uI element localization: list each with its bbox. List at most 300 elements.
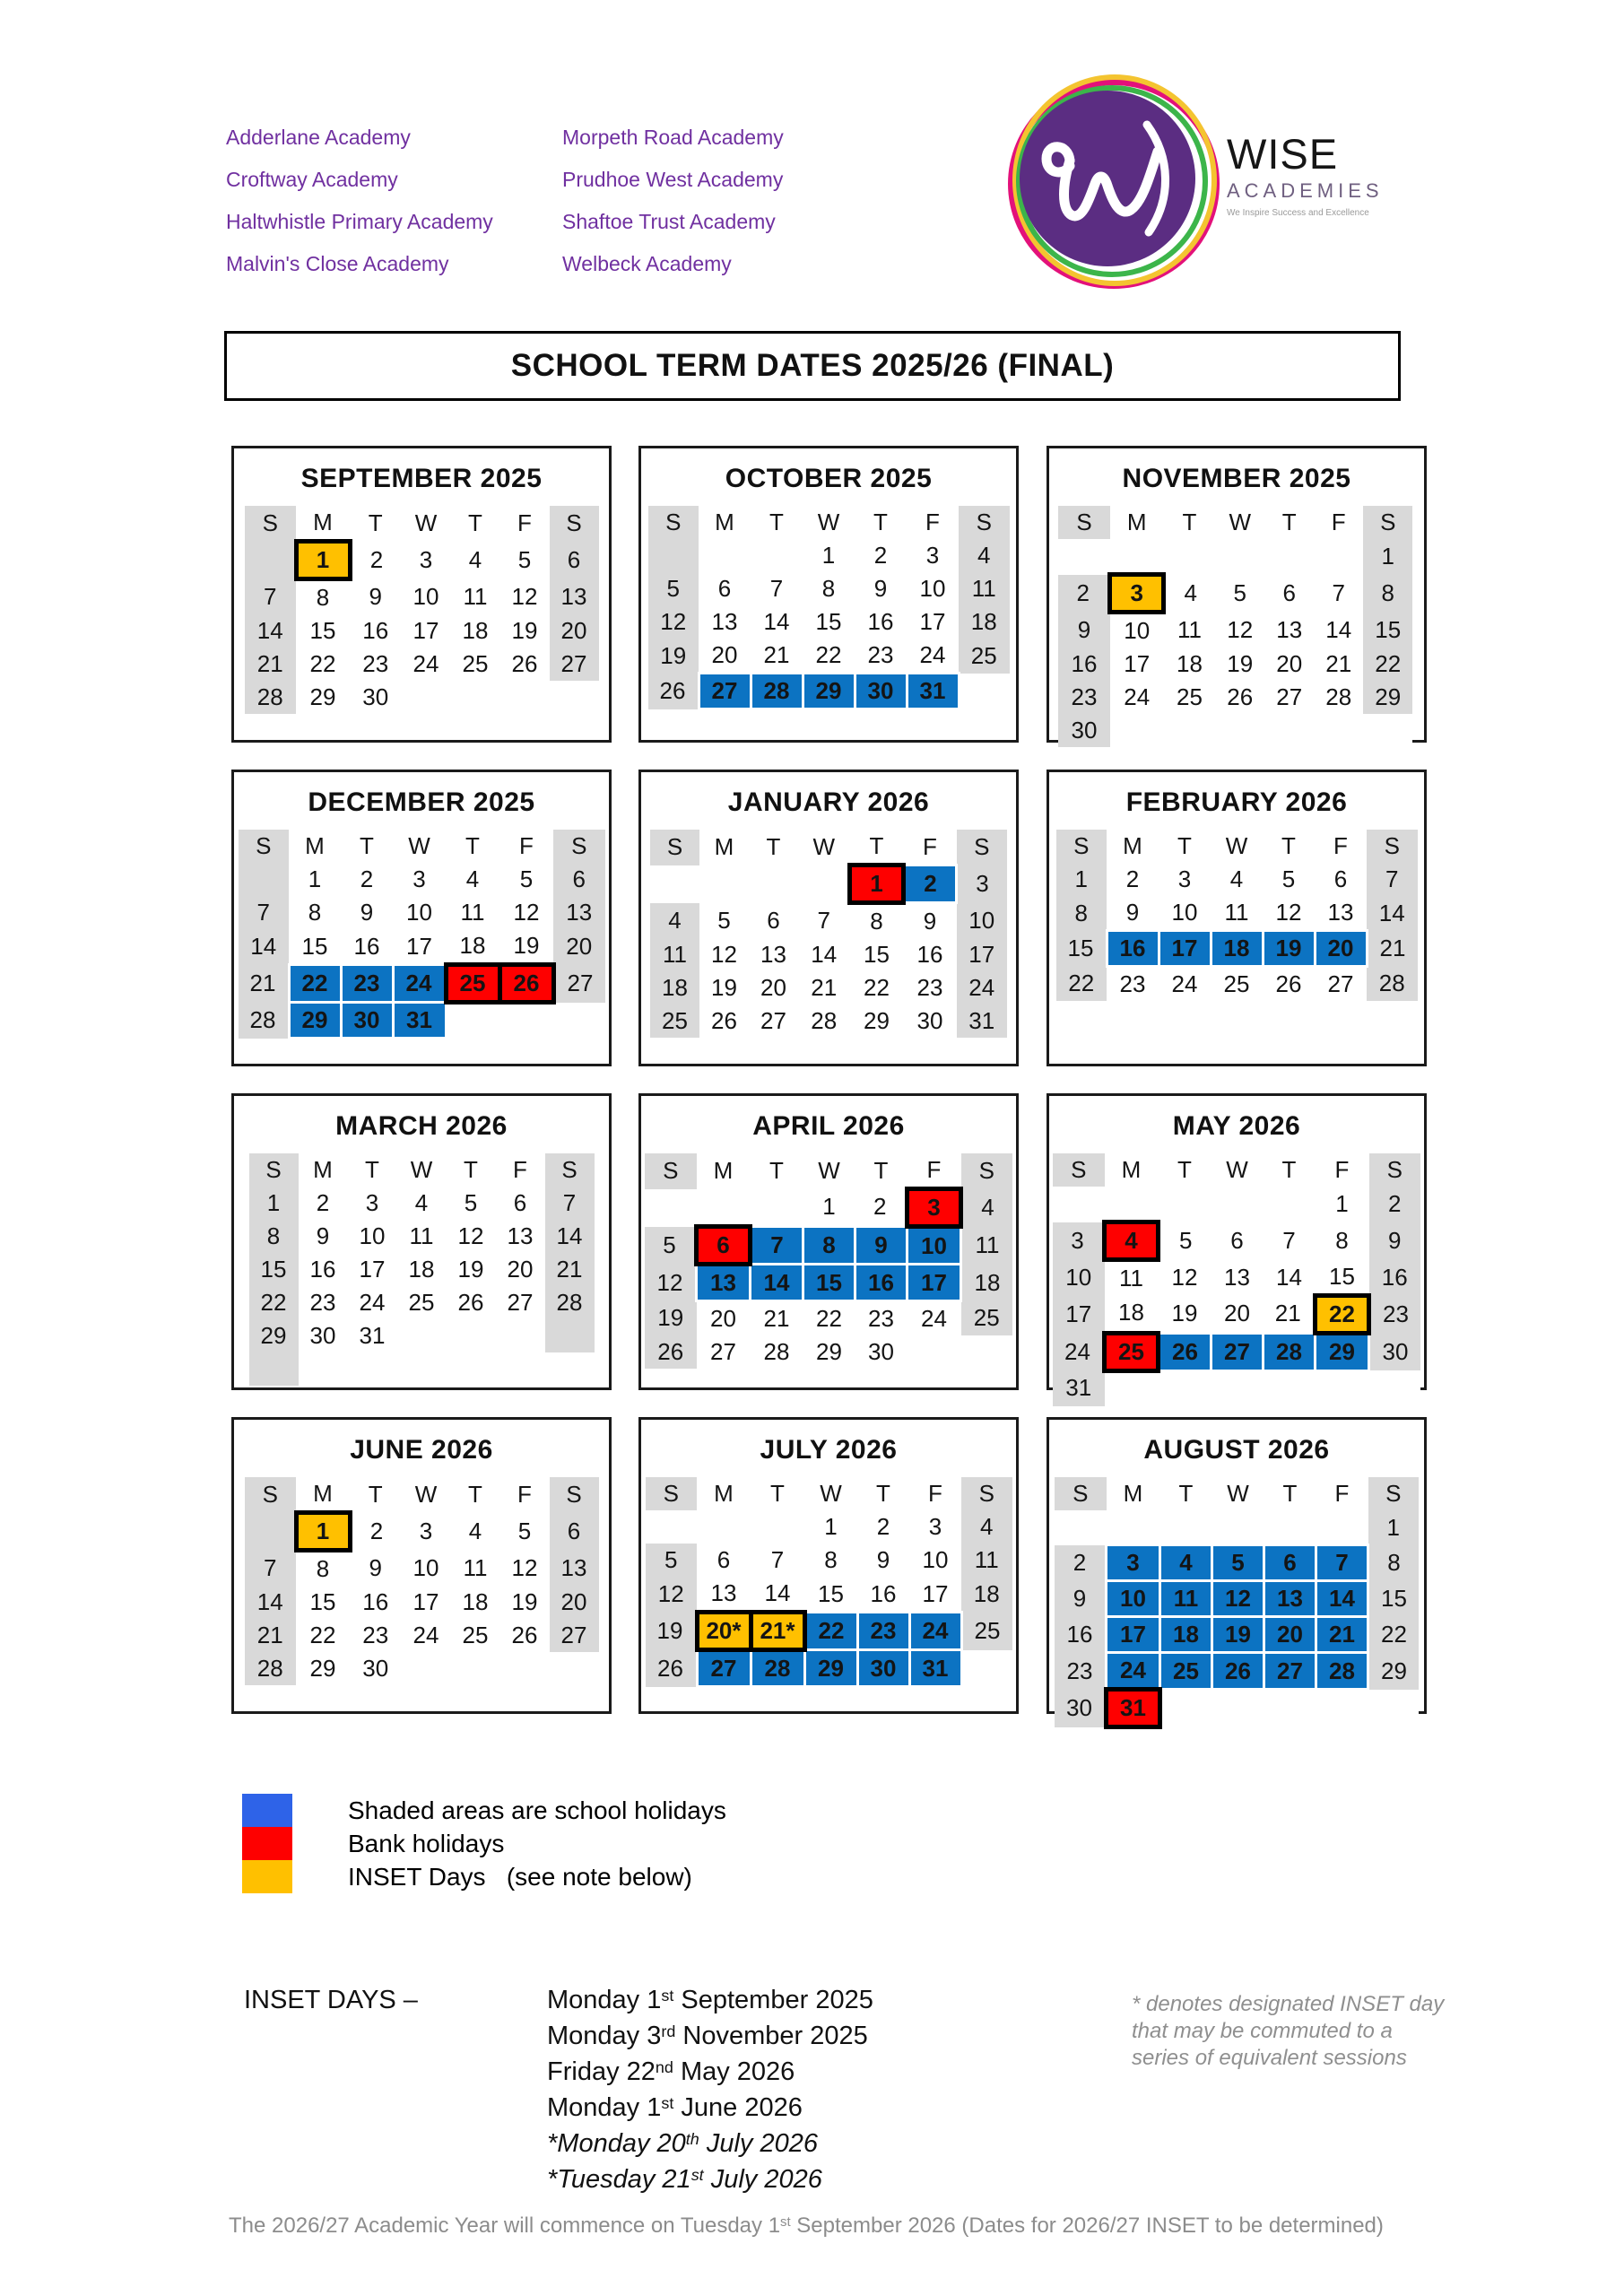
legend-label: INSET Days (see note below)	[348, 1862, 692, 1891]
week-row	[648, 572, 1010, 605]
day-cell-weekend: 26	[648, 674, 699, 709]
weekday-header-cell: S	[545, 1153, 595, 1187]
empty-cell	[447, 1352, 496, 1386]
weekday-header-cell: T	[749, 830, 798, 865]
inset-date-line	[547, 2092, 873, 2127]
academy-name: Malvin's Close Academy	[226, 252, 449, 275]
day-cell-weekend: 23	[1055, 1653, 1107, 1690]
weekday-header-cell: S	[1053, 1153, 1105, 1187]
day-cell: 24	[908, 1301, 961, 1336]
week-row	[245, 1619, 599, 1652]
week-row	[648, 605, 1010, 639]
day-cell: 6	[1211, 1222, 1264, 1260]
day-cell: 23	[350, 648, 402, 681]
week-row	[1058, 648, 1412, 681]
brand-name: WISE	[1227, 130, 1339, 178]
day-cell: 4	[446, 863, 499, 896]
week-row	[648, 674, 1010, 709]
day-cell-weekend: 11	[961, 1544, 1012, 1577]
week-row	[645, 1265, 1012, 1301]
day-cell-holiday: 29	[1316, 1333, 1369, 1370]
weekday-header-row	[645, 1153, 1012, 1189]
day-cell: 13	[1211, 1260, 1264, 1296]
inset-date-superscript: nd	[655, 2057, 673, 2076]
day-cell-weekend: 15	[1368, 1581, 1420, 1617]
day-cell-weekend: 23	[1058, 681, 1110, 714]
day-cell: 10	[1159, 896, 1211, 931]
day-cell: 24	[402, 648, 451, 681]
empty-cell	[1212, 1690, 1264, 1727]
day-cell: 8	[289, 896, 341, 929]
day-cell-holiday: 22	[289, 965, 341, 1003]
weekday-header-cell: T	[751, 1153, 803, 1189]
weekday-header-cell: T	[1264, 1477, 1316, 1510]
weekday-header-cell: W	[402, 1477, 451, 1513]
empty-cell	[348, 1352, 397, 1386]
calendar-table	[648, 506, 1010, 710]
academy-name: Haltwhistle Primary Academy	[226, 210, 493, 233]
week-row	[1053, 1333, 1420, 1370]
day-cell: 14	[1264, 1260, 1316, 1296]
weekday-header-row	[239, 830, 605, 863]
academy-name: Adderlane Academy	[226, 126, 411, 149]
day-cell: 12	[447, 1220, 496, 1253]
day-cell-weekend: 10	[957, 903, 1008, 939]
day-cell-weekend: 8	[1056, 896, 1107, 931]
day-cell: 15	[804, 1577, 857, 1613]
weekday-header-cell: T	[451, 1477, 500, 1513]
day-cell-weekend: 13	[550, 579, 599, 615]
inset-note-line: that may be commuted to a	[1132, 2019, 1393, 2043]
week-row	[646, 1613, 1012, 1650]
day-cell-holiday: 27	[1211, 1333, 1264, 1370]
month-card-april-2026	[638, 1093, 1019, 1390]
day-cell-bank-holiday: 25	[446, 965, 499, 1003]
weekday-header-cell: S	[959, 506, 1010, 539]
day-cell-holiday: 12	[1212, 1581, 1264, 1617]
week-row	[650, 865, 1007, 903]
day-cell-weekend: 20	[553, 929, 605, 965]
legend-swatch	[242, 1860, 292, 1893]
day-cell: 12	[1159, 1260, 1211, 1296]
day-cell-holiday: 31	[909, 1650, 961, 1687]
inset-date-text-tail: June 2026	[673, 2093, 803, 2122]
weekday-header-cell: T	[1159, 1153, 1211, 1187]
day-cell-holiday: 28	[1264, 1333, 1316, 1370]
academy-list-column-2	[562, 117, 784, 285]
day-cell-weekend: 27	[550, 1619, 599, 1652]
empty-cell	[1316, 1510, 1368, 1545]
weekday-header-cell: M	[1105, 1153, 1159, 1187]
day-cell: 4	[1164, 575, 1216, 613]
day-cell: 11	[1211, 896, 1263, 931]
day-cell: 9	[855, 572, 907, 605]
day-cell: 24	[402, 1619, 451, 1652]
month-card-march-2026	[231, 1093, 612, 1390]
empty-cell	[1105, 1187, 1159, 1222]
day-cell-weekend: 18	[961, 1577, 1012, 1613]
day-cell-holiday: 22	[804, 1613, 857, 1650]
day-cell-weekend: 29	[1368, 1653, 1420, 1690]
legend-label: Shaded areas are school holidays	[348, 1796, 726, 1824]
day-cell-weekend: 28	[1367, 967, 1418, 1002]
weekday-header-cell: W	[804, 1477, 857, 1510]
weekday-header-cell: S	[1056, 830, 1107, 863]
weekday-header-cell: T	[850, 830, 904, 865]
day-cell: 30	[350, 681, 402, 714]
empty-cell	[1368, 1690, 1420, 1727]
day-cell: 17	[907, 605, 959, 639]
empty-cell	[959, 674, 1010, 709]
day-cell: 13	[749, 938, 798, 971]
week-row	[1055, 1581, 1419, 1617]
day-cell: 18	[1105, 1295, 1159, 1333]
month-card-june-2026	[231, 1417, 612, 1714]
weekday-header-row	[1058, 506, 1412, 539]
day-cell: 20	[1264, 648, 1314, 681]
day-cell-holiday: 30	[341, 1003, 393, 1039]
brand-block	[1227, 130, 1384, 219]
day-cell: 8	[296, 1551, 350, 1587]
day-cell-bank-holiday: 31	[1107, 1690, 1160, 1727]
inset-date-text: Monday 3	[547, 2022, 662, 2050]
weekday-header-cell: F	[500, 506, 550, 542]
day-cell: 30	[350, 1652, 402, 1685]
calendar-table	[245, 506, 599, 714]
day-cell-weekend: 4	[650, 903, 699, 939]
day-cell: 7	[1314, 575, 1363, 613]
day-cell: 13	[1315, 896, 1367, 931]
day-cell: 14	[751, 605, 803, 639]
inset-note	[1132, 1991, 1444, 2072]
weekday-header-cell: F	[904, 830, 957, 865]
empty-cell-shaded	[245, 1513, 297, 1551]
day-cell: 10	[402, 1551, 451, 1587]
day-cell: 10	[909, 1544, 961, 1577]
day-cell: 8	[296, 579, 350, 615]
week-row	[648, 539, 1010, 572]
day-cell-weekend: 5	[645, 1227, 697, 1265]
day-cell: 29	[850, 1004, 904, 1038]
day-cell-weekend: 11	[961, 1227, 1013, 1265]
empty-cell	[1164, 714, 1216, 747]
day-cell-bank-holiday: 26	[499, 965, 553, 1003]
day-cell: 30	[299, 1319, 348, 1352]
weekday-header-cell: W	[803, 506, 855, 539]
day-cell: 16	[855, 605, 907, 639]
week-row	[239, 965, 605, 1003]
day-cell-weekend: 14	[245, 1586, 297, 1619]
day-cell-bank-holiday: 1	[850, 865, 904, 903]
day-cell-inset: 1	[296, 1513, 350, 1551]
day-cell-weekend: 4	[961, 1510, 1012, 1544]
day-cell-weekend: 17	[1053, 1295, 1105, 1333]
day-cell-weekend: 2	[1369, 1187, 1421, 1222]
empty-cell	[699, 865, 749, 903]
day-cell-holiday: 7	[1316, 1545, 1368, 1581]
day-cell-inset: 1	[296, 542, 350, 579]
empty-cell	[550, 1652, 599, 1685]
day-cell-holiday: 13	[697, 1265, 751, 1301]
day-cell: 16	[341, 929, 393, 965]
weekday-header-cell: T	[1164, 506, 1216, 539]
empty-cell	[500, 1652, 550, 1685]
empty-cell	[1264, 1510, 1316, 1545]
week-row	[1053, 1260, 1420, 1296]
empty-cell	[908, 1335, 961, 1369]
empty-cell	[697, 1510, 751, 1544]
day-cell: 20	[697, 1301, 751, 1336]
weekday-header-row	[646, 1477, 1012, 1510]
empty-cell	[1211, 1370, 1264, 1406]
weekday-header-cell: T	[350, 1477, 402, 1513]
day-cell: 8	[850, 903, 904, 939]
day-cell: 3	[402, 1513, 451, 1551]
weekday-header-cell: S	[957, 830, 1008, 865]
day-cell: 22	[296, 648, 350, 681]
day-cell-weekend: 13	[553, 896, 605, 929]
day-cell: 28	[798, 1004, 850, 1038]
day-cell-weekend: 4	[961, 1189, 1013, 1227]
empty-cell	[1110, 539, 1164, 575]
day-cell-holiday: 5	[1212, 1545, 1264, 1581]
inset-date-line	[547, 2020, 873, 2056]
day-cell: 5	[1263, 863, 1315, 896]
day-cell: 18	[446, 929, 499, 965]
weekday-header-cell: S	[1058, 506, 1110, 539]
day-cell: 13	[699, 605, 751, 639]
inset-date-text: Friday 22	[547, 2057, 656, 2086]
day-cell: 2	[857, 1510, 909, 1544]
weekday-header-cell: W	[1215, 506, 1264, 539]
day-cell: 1	[804, 1510, 857, 1544]
day-cell: 26	[500, 648, 550, 681]
day-cell-weekend: 28	[245, 1652, 297, 1685]
day-cell: 12	[499, 896, 553, 929]
empty-cell	[402, 1652, 451, 1685]
day-cell-weekend: 7	[245, 579, 297, 615]
day-cell: 31	[348, 1319, 397, 1352]
day-cell-holiday: 27	[697, 1650, 751, 1687]
day-cell: 3	[907, 539, 959, 572]
day-cell-inset: 20*	[697, 1613, 751, 1650]
day-cell: 17	[348, 1253, 397, 1286]
week-row	[1055, 1617, 1419, 1653]
weekday-header-cell: T	[751, 506, 803, 539]
day-cell: 15	[1316, 1260, 1369, 1296]
week-row	[239, 929, 605, 965]
day-cell-holiday: 21	[1316, 1617, 1368, 1653]
month-card-december-2025	[231, 770, 612, 1066]
day-cell-holiday: 28	[751, 674, 803, 709]
day-cell: 16	[857, 1577, 909, 1613]
day-cell-holiday: 18	[1211, 931, 1263, 967]
day-cell-weekend: 26	[645, 1335, 697, 1369]
day-cell-weekend: 22	[249, 1286, 299, 1319]
week-row	[249, 1286, 595, 1319]
calendar-table	[1056, 830, 1418, 1001]
weekday-header-cell: T	[447, 1153, 496, 1187]
empty-cell	[646, 1510, 698, 1544]
day-cell: 6	[749, 903, 798, 939]
day-cell: 18	[1164, 648, 1216, 681]
weekday-header-cell: S	[550, 506, 599, 542]
day-cell-holiday: 23	[341, 965, 393, 1003]
calendar-table	[1055, 1477, 1419, 1729]
month-card-january-2026	[638, 770, 1019, 1066]
weekday-header-cell: T	[341, 830, 393, 863]
day-cell: 27	[749, 1004, 798, 1038]
day-cell-weekend: 3	[1053, 1222, 1105, 1260]
empty-cell	[1316, 1690, 1368, 1727]
footer-text: The 2026/27 Academic Year will commence on Tuesday 1	[229, 2213, 781, 2238]
day-cell-weekend: 14	[239, 929, 290, 965]
legend-row	[242, 1860, 726, 1893]
weekday-header-cell: W	[798, 830, 850, 865]
day-cell-weekend: 13	[550, 1551, 599, 1587]
weekday-header-cell: M	[1107, 1477, 1160, 1510]
week-row	[1056, 896, 1418, 931]
day-cell: 2	[350, 542, 402, 579]
footer-superscript: st	[780, 2215, 791, 2231]
day-cell: 14	[798, 938, 850, 971]
weekday-header-cell: S	[1368, 1477, 1420, 1510]
day-cell: 26	[1263, 967, 1315, 1002]
weekday-header-cell: W	[1212, 1477, 1264, 1510]
week-row	[1056, 931, 1418, 967]
week-row	[245, 542, 599, 579]
empty-cell	[751, 539, 803, 572]
empty-cell	[553, 1003, 605, 1039]
day-cell-holiday: 23	[857, 1613, 909, 1650]
day-cell-weekend: 1	[249, 1187, 299, 1220]
day-cell-weekend: 7	[545, 1187, 595, 1220]
inset-date-text: Monday 1	[547, 2093, 662, 2122]
empty-cell	[402, 681, 451, 714]
day-cell-weekend: 2	[1058, 575, 1110, 613]
day-cell: 21	[1314, 648, 1363, 681]
day-cell: 30	[904, 1004, 957, 1038]
weekday-header-cell: M	[289, 830, 341, 863]
empty-cell-shaded	[648, 539, 699, 572]
week-row	[249, 1220, 595, 1253]
weekday-header-cell: S	[646, 1477, 698, 1510]
empty-cell	[1212, 1510, 1264, 1545]
weekday-header-row	[249, 1153, 595, 1187]
weekday-header-cell: T	[1263, 830, 1315, 863]
legend-row	[242, 1827, 726, 1860]
day-cell-weekend: 20	[550, 1586, 599, 1619]
day-cell-holiday: 18	[1160, 1617, 1212, 1653]
legend-swatch	[242, 1794, 292, 1827]
weekday-header-cell: W	[1211, 1153, 1264, 1187]
inset-date-line	[547, 2056, 873, 2092]
day-cell-weekend: 5	[648, 572, 699, 605]
day-cell: 20	[699, 639, 751, 674]
month-title: MAY 2026	[1172, 1111, 1301, 1141]
day-cell-weekend: 18	[959, 605, 1010, 639]
month-title: APRIL 2026	[752, 1111, 905, 1141]
day-cell: 26	[500, 1619, 550, 1652]
weekday-header-cell: F	[1315, 830, 1367, 863]
empty-cell	[699, 539, 751, 572]
empty-cell	[397, 1319, 447, 1352]
empty-cell	[1316, 1370, 1369, 1406]
week-row	[648, 639, 1010, 674]
day-cell: 18	[451, 1586, 500, 1619]
weekday-header-cell: T	[350, 506, 402, 542]
day-cell: 9	[857, 1544, 909, 1577]
day-cell: 1	[289, 863, 341, 896]
week-row	[245, 1652, 599, 1685]
weekday-header-cell: S	[553, 830, 605, 863]
inset-days-list	[547, 1984, 873, 2199]
day-cell: 5	[500, 542, 550, 579]
empty-cell	[1264, 539, 1314, 575]
day-cell: 17	[909, 1577, 961, 1613]
day-cell: 13	[1264, 613, 1314, 648]
day-cell-weekend: 11	[959, 572, 1010, 605]
day-cell-holiday: 17	[908, 1265, 961, 1301]
day-cell-holiday: 17	[1107, 1617, 1160, 1653]
day-cell: 17	[1110, 648, 1164, 681]
day-cell: 11	[397, 1220, 447, 1253]
day-cell: 30	[855, 1335, 908, 1369]
day-cell: 2	[350, 1513, 402, 1551]
week-row	[239, 1003, 605, 1039]
day-cell: 27	[1315, 967, 1367, 1002]
inset-date-superscript: st	[661, 2093, 674, 2112]
month-title: MARCH 2026	[335, 1111, 508, 1141]
calendar-table	[245, 1477, 599, 1685]
weekday-header-cell: T	[1264, 1153, 1316, 1187]
day-cell-holiday: 28	[1316, 1653, 1368, 1690]
academy-name: Prudhoe West Academy	[562, 168, 784, 191]
inset-date-text-tail: May 2026	[673, 2057, 795, 2086]
week-row	[1053, 1187, 1420, 1222]
day-cell-weekend: 25	[961, 1613, 1012, 1650]
day-cell-weekend: 22	[1056, 967, 1107, 1002]
day-cell: 6	[1264, 575, 1314, 613]
weekday-header-cell: T	[348, 1153, 397, 1187]
empty-cell	[397, 1352, 447, 1386]
weekday-header-cell: F	[909, 1477, 961, 1510]
weekday-header-cell: S	[961, 1153, 1013, 1189]
day-cell-weekend: 7	[1367, 863, 1418, 896]
day-cell: 7	[751, 1544, 804, 1577]
weekday-header-cell: M	[699, 506, 751, 539]
day-cell: 25	[1164, 681, 1216, 714]
month-title: AUGUST 2026	[1143, 1435, 1330, 1465]
day-cell-weekend: 15	[1363, 613, 1412, 648]
empty-cell	[1107, 1510, 1160, 1545]
day-cell-weekend: 31	[957, 1004, 1008, 1038]
week-row	[1056, 967, 1418, 1002]
weekday-header-cell: S	[245, 506, 297, 542]
weekday-header-cell: S	[239, 830, 290, 863]
inset-date-text: *Tuesday 21	[547, 2165, 691, 2194]
day-cell: 2	[855, 1189, 908, 1227]
day-cell-holiday: 30	[857, 1650, 909, 1687]
week-row	[239, 896, 605, 929]
day-cell: 9	[341, 896, 393, 929]
week-row	[245, 1586, 599, 1619]
day-cell-holiday: 19	[1263, 931, 1315, 967]
weekday-header-cell: W	[803, 1153, 855, 1189]
day-cell: 5	[1159, 1222, 1211, 1260]
weekday-header-cell: S	[645, 1153, 697, 1189]
day-cell-weekend: 8	[1363, 575, 1412, 613]
